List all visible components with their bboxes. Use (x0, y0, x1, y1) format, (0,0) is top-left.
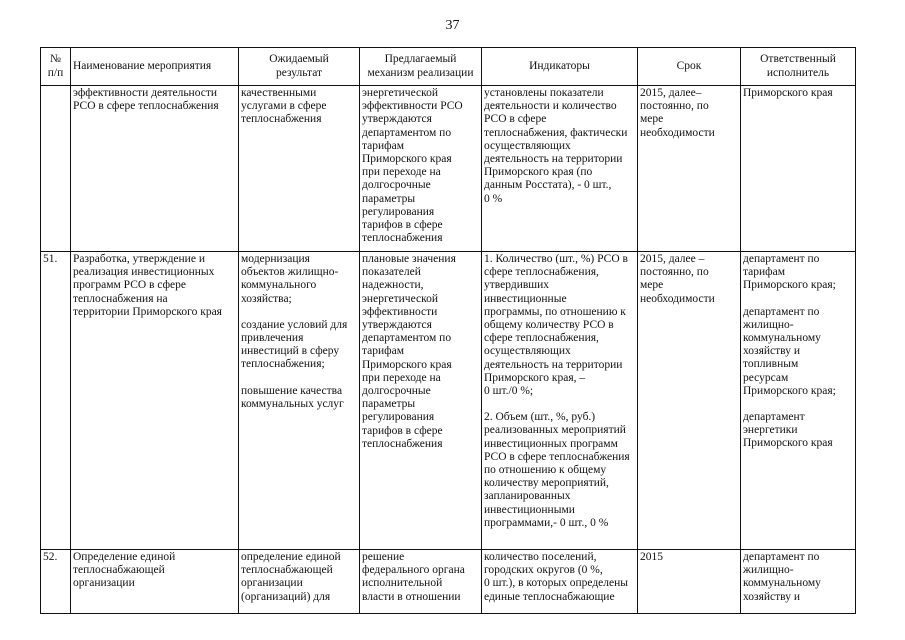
result-part: модернизация объектов жилищно- коммунального хозяйства; (241, 253, 339, 305)
cell-result: определение единой теплоснабжающей организации (организаций) для (239, 550, 360, 614)
cell-result (239, 252, 360, 550)
cell-indicators (482, 252, 638, 550)
cell-executor: Приморского края (741, 86, 856, 252)
cell-num: 51. (41, 252, 71, 550)
measures-table (40, 47, 856, 614)
cell-name: эффективности деятельности РСО в сфере теплоснабжения (71, 86, 239, 252)
table-row (41, 550, 856, 614)
header-mechanism: Предлагаемый механизм реализации (360, 48, 482, 86)
header-indicators: Индикаторы (482, 48, 638, 86)
cell-mechanism: плановые значения показателей надежности, энергетической эффективности утверждаются департаментом по тарифам Приморского края при переходе на долгосрочные параметры регулирования тарифов в сфере теплоснабжения (360, 252, 482, 550)
indicator-part: 2. Объем (шт., %, руб.) реализованных мероприятий инвестиционных программ РСО в сфере теплоснабжения по отношению к общему количеству мероприятий, запланированных инвестиционными программами,- 0 шт., 0 % (484, 411, 630, 529)
executor-part: департамент по тарифам Приморского края; (743, 253, 836, 292)
table-header-row (41, 48, 856, 86)
cell-name: Разработка, утверждение и реализация инвестиционных программ РСО в сфере теплоснабжения на территории Приморского края (71, 252, 239, 550)
table-row (41, 252, 856, 550)
cell-mechanism: энергетической эффективности РСО утверждаются департаментом по тарифам Приморского края при переходе на долгосрочные параметры регулирования тарифов в сфере теплоснабжения (360, 86, 482, 252)
cell-result: качественными услугами в сфере теплоснабжения (239, 86, 360, 252)
executor-part: департамент энергетики Приморского края (743, 411, 833, 450)
cell-term: 2015 (638, 550, 741, 614)
cell-name: Определение единой теплоснабжающей организации (71, 550, 239, 614)
cell-mechanism: решение федерального органа исполнительной власти в отношении (360, 550, 482, 614)
result-part: создание условий для привлечения инвестиций в сферу теплоснабжения; (241, 318, 348, 371)
header-result: Ожидаемый результат (239, 48, 360, 86)
cell-num (41, 86, 71, 252)
cell-executor (741, 252, 856, 550)
cell-term: 2015, далее– постоянно, по мере необходимости (638, 86, 741, 252)
header-term: Срок (638, 48, 741, 86)
executor-part: департамент по жилищно- коммунальному хозяйству и топливным ресурсам Приморского края; (743, 305, 836, 397)
header-name: Наименование мероприятия (71, 48, 239, 86)
cell-indicators: установлены показатели деятельности и количество РСО в сфере теплоснабжения, фактически осуществляющих деятельность на территории Приморского края (по данным Росстата), - 0 шт., 0 % (482, 86, 638, 252)
cell-term: 2015, далее – постоянно, по мере необходимости (638, 252, 741, 550)
page-number: 37 (445, 18, 460, 33)
cell-executor: департамент по жилищно- коммунальному хозяйству и (741, 550, 856, 614)
cell-indicators: количество поселений, городских округов (0 %, 0 шт.), в которых определены единые теплоснабжающие (482, 550, 638, 614)
header-num: № п/п (41, 48, 71, 86)
cell-num: 52. (41, 550, 71, 614)
table-row (41, 86, 856, 252)
result-part: повышение качества коммунальных услуг (241, 384, 344, 410)
header-executor: Ответственный исполнитель (741, 48, 856, 86)
indicator-part: 1. Количество (шт., %) РСО в сфере теплоснабжения, утвердивших инвестиционные программы, по отношению к общему количеству РСО в сфере теплоснабжения, осуществляющих деятельность на территории Приморского края, – 0 шт./0 %; (484, 253, 628, 398)
